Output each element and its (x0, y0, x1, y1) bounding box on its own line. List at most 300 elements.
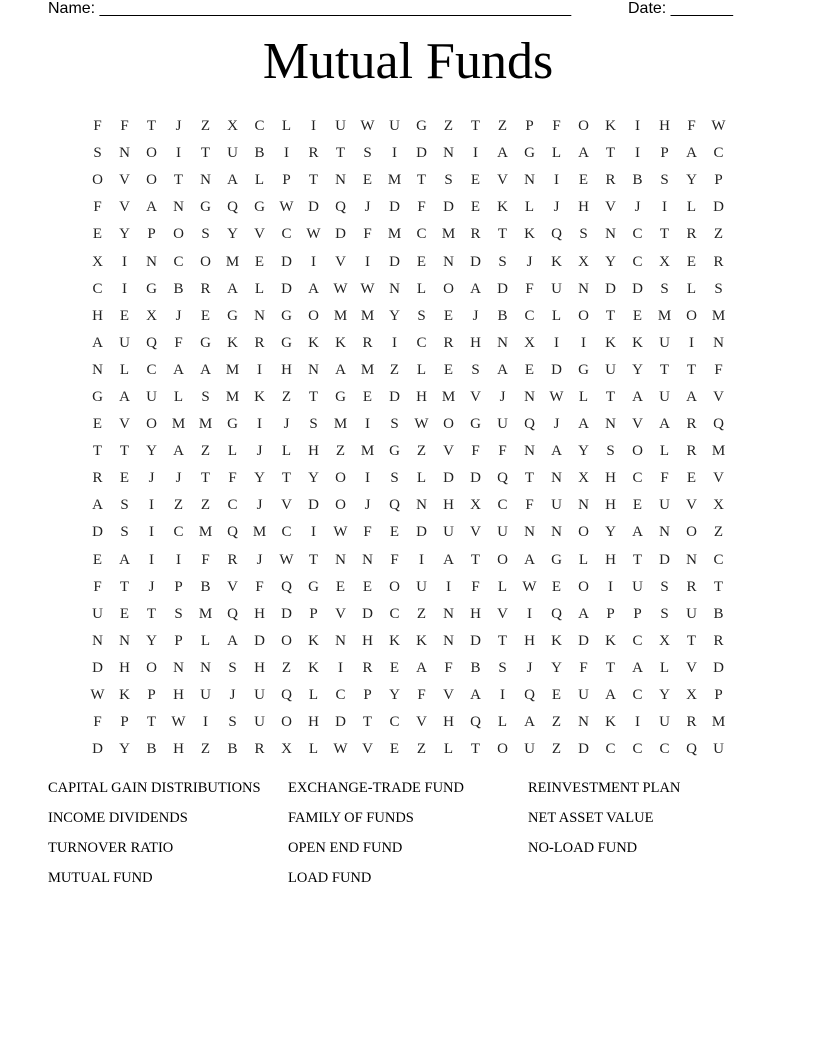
grid-letter: J (472, 307, 479, 324)
grid-letter: N (443, 632, 454, 649)
grid-letter: T (470, 118, 481, 135)
grid-letter: W (306, 226, 321, 243)
grid-letter: E (119, 307, 130, 324)
grid-letter: O (200, 253, 211, 270)
grid-letter: P (714, 687, 723, 704)
grid-letter: H (173, 741, 184, 758)
grid-letter: D (443, 470, 454, 487)
grid-letter: F (660, 470, 669, 487)
grid-letter: H (659, 118, 670, 135)
grid-letter: K (605, 632, 616, 649)
grid-letter: M (360, 307, 375, 324)
grid-letter: P (633, 605, 642, 622)
grid-letter: I (473, 145, 478, 162)
grid-letter: H (416, 388, 427, 405)
grid-letter: C (173, 253, 184, 270)
grid-letter: I (176, 145, 181, 162)
grid-letter: R (686, 226, 697, 243)
grid-letter: I (149, 497, 154, 514)
grid-letter: D (470, 470, 481, 487)
grid-letter: G (200, 334, 211, 351)
grid-letter: V (362, 741, 373, 758)
grid-letter: C (227, 497, 238, 514)
grid-letter: T (524, 470, 535, 487)
grid-letter: Z (443, 118, 454, 135)
grid-letter: Y (389, 307, 400, 324)
grid-letter: A (227, 172, 238, 189)
grid-letter: D (308, 199, 319, 216)
grid-letter: Q (524, 416, 535, 433)
grid-letter: H (92, 307, 103, 324)
grid-row (84, 384, 732, 411)
grid-letter: B (497, 307, 508, 324)
grid-letter: D (605, 280, 616, 297)
grid-letter: Z (200, 741, 211, 758)
grid-letter: W (360, 280, 375, 297)
grid-letter: D (389, 253, 400, 270)
grid-letter: L (416, 470, 427, 487)
grid-letter: A (416, 659, 427, 676)
grid-row (84, 628, 732, 655)
grid-letter: R (713, 253, 724, 270)
grid-letter: F (174, 334, 183, 351)
grid-letter: O (443, 280, 454, 297)
grid-letter: V (497, 172, 508, 189)
grid-letter: O (173, 226, 184, 243)
grid-letter: D (92, 741, 103, 758)
grid-letter: T (605, 659, 616, 676)
grid-letter: S (498, 659, 507, 676)
grid-letter: L (119, 361, 130, 378)
grid-letter: H (119, 659, 130, 676)
grid-letter: D (92, 659, 103, 676)
grid-letter: A (524, 714, 535, 731)
grid-letter: J (148, 470, 155, 487)
grid-letter: N (92, 361, 103, 378)
grid-letter: E (119, 470, 130, 487)
grid-letter: U (659, 334, 670, 351)
grid-letter: Q (335, 199, 346, 216)
grid-letter: I (554, 334, 559, 351)
grid-letter: N (659, 524, 670, 541)
grid-row (84, 330, 732, 357)
grid-letter: V (119, 172, 130, 189)
grid-letter: J (364, 199, 371, 216)
grid-letter: N (551, 470, 562, 487)
grid-letter: P (363, 687, 372, 704)
grid-letter: S (93, 145, 102, 162)
grid-letter: S (201, 388, 210, 405)
grid-letter: O (146, 416, 157, 433)
page-title: Mutual Funds (262, 33, 554, 90)
grid-letter: C (92, 280, 103, 297)
grid-letter: Q (146, 334, 157, 351)
grid-letter: N (686, 551, 697, 568)
grid-letter: A (200, 361, 211, 378)
grid-letter: H (605, 551, 616, 568)
grid-letter: A (632, 388, 643, 405)
grid-letter: I (311, 524, 316, 541)
grid-letter: B (470, 659, 481, 676)
grid-letter: T (119, 443, 130, 460)
grid-letter: U (659, 714, 670, 731)
grid-letter: I (554, 172, 559, 189)
grid-letter: P (174, 578, 183, 595)
grid-letter: I (419, 551, 424, 568)
grid-letter: G (281, 334, 292, 351)
grid-letter: N (443, 253, 454, 270)
grid-letter: L (308, 741, 319, 758)
grid-letter: E (92, 226, 103, 243)
grid-letter: O (281, 632, 292, 649)
grid-letter: D (578, 632, 589, 649)
grid-letter: X (92, 253, 103, 270)
grid-row (84, 682, 732, 709)
grid-letter: S (471, 361, 480, 378)
grid-letter: I (149, 551, 154, 568)
grid-letter: T (362, 714, 373, 731)
grid-letter: R (362, 659, 373, 676)
grid-letter: Z (200, 497, 211, 514)
grid-letter: Y (659, 687, 670, 704)
grid-letter: F (93, 199, 102, 216)
grid-letter: G (578, 361, 589, 378)
grid-letter: T (632, 551, 643, 568)
grid-letter: Y (605, 253, 616, 270)
grid-letter: I (635, 714, 640, 731)
grid-row (84, 303, 732, 330)
grid-letter: D (416, 524, 427, 541)
grid-letter: W (279, 551, 294, 568)
grid-letter: W (90, 687, 105, 704)
grid-letter: K (605, 714, 616, 731)
grid-letter: D (416, 145, 427, 162)
grid-letter: V (632, 416, 643, 433)
grid-letter: X (470, 497, 481, 514)
grid-letter: O (578, 307, 589, 324)
grid-letter: Y (551, 659, 562, 676)
grid-letter: O (146, 145, 157, 162)
grid-letter: Z (551, 741, 562, 758)
grid-letter: O (497, 741, 508, 758)
grid-letter: H (605, 497, 616, 514)
grid-letter: G (200, 199, 211, 216)
grid-letter: U (551, 280, 562, 297)
grid-letter: C (632, 253, 643, 270)
grid-letter: H (281, 361, 292, 378)
grid-row (84, 194, 732, 221)
grid-letter: D (713, 659, 724, 676)
grid-letter: R (200, 280, 211, 297)
grid-letter: A (119, 388, 130, 405)
grid-letter: X (659, 253, 670, 270)
grid-letter: M (360, 443, 375, 460)
grid-letter: X (659, 632, 670, 649)
grid-letter: H (578, 199, 589, 216)
grid-row (84, 248, 732, 275)
grid-letter: S (120, 497, 129, 514)
grid-letter: N (578, 714, 589, 731)
grid-letter: T (497, 226, 508, 243)
grid-letter: G (389, 443, 400, 460)
grid-letter: D (254, 632, 265, 649)
grid-letter: N (173, 659, 184, 676)
grid-letter: X (713, 497, 724, 514)
grid-letter: M (333, 307, 348, 324)
grid-letter: D (470, 632, 481, 649)
grid-letter: F (552, 118, 561, 135)
grid-letter: A (632, 659, 643, 676)
grid-letter: O (281, 714, 292, 731)
grid-letter: F (417, 199, 426, 216)
grid-letter: T (659, 361, 670, 378)
grid-letter: O (146, 659, 157, 676)
grid-letter: R (92, 470, 103, 487)
grid-letter: W (171, 714, 186, 731)
grid-letter: U (578, 687, 589, 704)
grid-letter: T (200, 470, 211, 487)
grid-letter: Q (389, 497, 400, 514)
grid-letter: L (308, 687, 319, 704)
grid-letter: I (635, 145, 640, 162)
grid-letter: V (713, 470, 724, 487)
grid-letter: I (311, 253, 316, 270)
grid-letter: P (120, 714, 129, 731)
grid-letter: U (335, 118, 346, 135)
grid-letter: T (92, 443, 103, 460)
grid-letter: G (524, 145, 535, 162)
grid-letter: S (309, 416, 318, 433)
grid-letter: W (414, 416, 429, 433)
grid-row (84, 438, 732, 465)
grid-letter: E (416, 253, 427, 270)
grid-letter: E (254, 253, 265, 270)
grid-letter: F (471, 578, 480, 595)
grid-letter: D (578, 741, 589, 758)
grid-letter: I (662, 199, 667, 216)
grid-letter: C (632, 226, 643, 243)
grid-letter: E (389, 524, 400, 541)
grid-letter: I (311, 118, 316, 135)
word-list (48, 779, 768, 887)
grid-letter: B (254, 145, 265, 162)
grid-letter: R (686, 443, 697, 460)
word-list-item: CAPITAL GAIN DISTRIBUTIONS (48, 780, 261, 796)
grid-letter: Y (605, 524, 616, 541)
grid-letter: F (93, 714, 102, 731)
grid-letter: V (335, 253, 346, 270)
grid-letter: J (634, 199, 641, 216)
grid-letter: L (416, 280, 427, 297)
grid-letter: P (525, 118, 534, 135)
grid-letter: X (578, 470, 589, 487)
grid-letter: S (714, 280, 723, 297)
grid-letter: P (714, 172, 723, 189)
grid-letter: A (578, 416, 589, 433)
grid-letter: Q (470, 714, 481, 731)
grid-letter: G (335, 388, 346, 405)
grid-letter: Z (713, 226, 724, 243)
grid-letter: A (632, 524, 643, 541)
grid-letter: N (335, 551, 346, 568)
grid-letter: V (119, 416, 130, 433)
grid-row (84, 492, 732, 519)
grid-letter: P (147, 687, 156, 704)
grid-letter: S (228, 659, 237, 676)
grid-letter: M (441, 226, 456, 243)
grid-letter: T (308, 388, 319, 405)
grid-letter: D (389, 388, 400, 405)
grid-letter: U (443, 524, 454, 541)
grid-letter: C (659, 741, 670, 758)
grid-letter: E (470, 172, 481, 189)
grid-letter: N (497, 334, 508, 351)
grid-letter: F (444, 659, 453, 676)
grid-letter: Y (389, 687, 400, 704)
grid-letter: A (335, 361, 346, 378)
grid-letter: V (443, 687, 454, 704)
grid-letter: S (660, 172, 669, 189)
grid-letter: U (497, 416, 508, 433)
grid-letter: D (497, 280, 508, 297)
grid-letter: V (281, 497, 292, 514)
grid-letter: X (146, 307, 157, 324)
grid-letter: U (389, 118, 400, 135)
grid-letter: M (387, 172, 402, 189)
grid-letter: F (93, 578, 102, 595)
grid-row (84, 113, 732, 140)
grid-letter: N (551, 524, 562, 541)
grid-letter: L (686, 199, 697, 216)
grid-letter: F (120, 118, 129, 135)
grid-letter: M (225, 388, 240, 405)
grid-letter: K (605, 118, 616, 135)
grid-letter: M (171, 416, 186, 433)
grid-letter: N (389, 280, 400, 297)
grid-letter: L (524, 199, 535, 216)
grid-letter: C (416, 334, 427, 351)
grid-letter: I (338, 659, 343, 676)
grid-letter: J (256, 497, 263, 514)
grid-letter: N (254, 307, 265, 324)
grid-letter: W (333, 280, 348, 297)
grid-letter: Z (281, 659, 292, 676)
grid-letter: M (711, 307, 726, 324)
grid-letter: E (632, 307, 643, 324)
grid-letter: C (281, 524, 292, 541)
grid-letter: K (308, 659, 319, 676)
grid-letter: Z (281, 388, 292, 405)
grid-letter: H (362, 632, 373, 649)
grid-letter: O (578, 118, 589, 135)
grid-letter: J (553, 199, 560, 216)
grid-letter: O (443, 416, 454, 433)
grid-letter: D (362, 605, 373, 622)
grid-letter: I (122, 280, 127, 297)
grid-letter: J (283, 416, 290, 433)
grid-letter: V (605, 199, 616, 216)
grid-letter: V (497, 605, 508, 622)
grid-letter: T (146, 605, 157, 622)
grid-letter: O (686, 524, 697, 541)
grid-letter: C (632, 741, 643, 758)
grid-letter: L (227, 443, 238, 460)
grid-letter: V (227, 578, 238, 595)
grid-letter: G (227, 416, 238, 433)
grid-letter: F (498, 443, 507, 460)
grid-letter: Z (389, 361, 400, 378)
grid-letter: U (659, 388, 670, 405)
grid-letter: T (605, 388, 616, 405)
grid-letter: D (470, 253, 481, 270)
word-list-item: EXCHANGE-TRADE FUND (288, 780, 465, 796)
grid-letter: G (281, 307, 292, 324)
grid-letter: C (416, 226, 427, 243)
grid-letter: V (416, 714, 427, 731)
grid-letter: C (497, 497, 508, 514)
grid-letter: F (93, 118, 102, 135)
grid-letter: R (362, 334, 373, 351)
grid-letter: J (553, 416, 560, 433)
grid-letter: U (254, 714, 265, 731)
grid-letter: G (146, 280, 157, 297)
grid-letter: V (470, 388, 481, 405)
grid-letter: F (525, 280, 534, 297)
grid-letter: H (254, 605, 265, 622)
grid-letter: V (470, 524, 481, 541)
grid-letter: J (229, 687, 236, 704)
grid-letter: E (524, 361, 535, 378)
grid-letter: R (227, 551, 238, 568)
grid-letter: W (522, 578, 537, 595)
grid-letter: I (392, 145, 397, 162)
grid-letter: Z (551, 714, 562, 731)
grid-letter: B (200, 578, 211, 595)
grid-letter: O (578, 578, 589, 595)
grid-letter: N (578, 497, 589, 514)
grid-letter: R (686, 578, 697, 595)
grid-letter: F (201, 551, 210, 568)
grid-letter: I (149, 524, 154, 541)
grid-letter: M (333, 416, 348, 433)
grid-letter: L (281, 443, 292, 460)
grid-letter: N (308, 361, 319, 378)
grid-letter: F (714, 361, 723, 378)
grid-letter: E (200, 307, 211, 324)
grid-letter: V (443, 443, 454, 460)
grid-letter: N (524, 443, 535, 460)
grid-letter: K (497, 199, 508, 216)
grid-letter: M (198, 524, 213, 541)
grid-letter: I (365, 470, 370, 487)
grid-letter: M (225, 361, 240, 378)
grid-letter: A (497, 361, 508, 378)
grid-row (84, 736, 732, 763)
grid-letter: Z (200, 118, 211, 135)
grid-letter: E (362, 388, 373, 405)
grid-letter: D (281, 253, 292, 270)
grid-letter: E (551, 687, 562, 704)
grid-letter: X (227, 118, 238, 135)
grid-letter: G (92, 388, 103, 405)
grid-letter: Q (227, 605, 238, 622)
grid-letter: O (335, 470, 346, 487)
grid-letter: K (227, 334, 238, 351)
grid-letter: R (713, 632, 724, 649)
grid-letter: T (173, 172, 184, 189)
grid-letter: W (360, 118, 375, 135)
grid-letter: I (635, 118, 640, 135)
